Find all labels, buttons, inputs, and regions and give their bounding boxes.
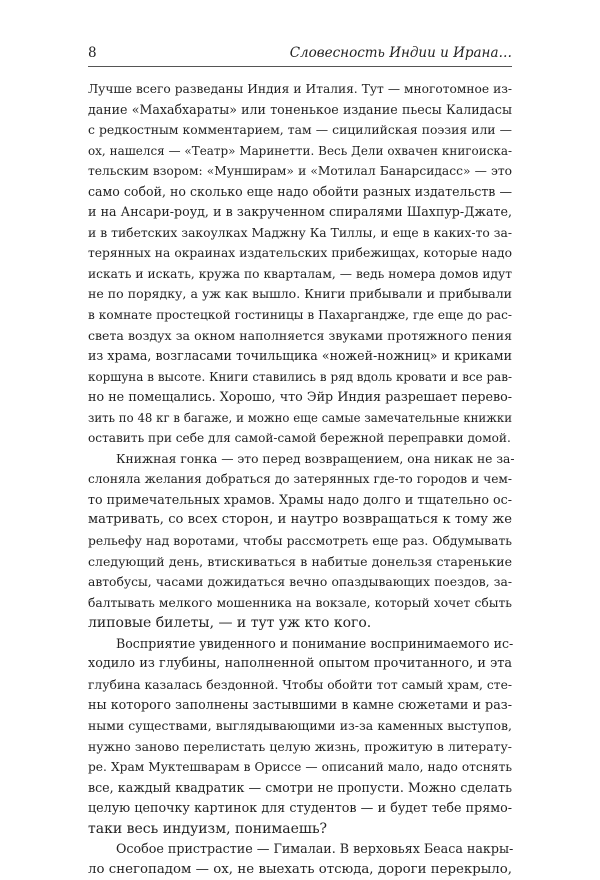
- text-line: ны которого заполнены застывшими в камне сюжетами и раз-: [88, 697, 512, 713]
- text-line: следующий день, втискиваться в набитые донельзя старенькие: [88, 553, 512, 569]
- text-line: искать и искать, кружа по кварталам, — ведь номера домов идут: [88, 266, 512, 281]
- text-line: Особое пристрастие — Гималаи. В верховьях Беаса накры-: [116, 841, 514, 857]
- text-line: тельским взором: «Мунширам» и «Мотилал Банарсидасс» — это: [88, 164, 512, 179]
- text-line: дание «Махабхараты» или тоненькое издание пьесы Калидасы: [88, 101, 512, 117]
- text-line: и на Ансари-роуд, и в закрученном спиралями Шахпур-Джате,: [88, 204, 512, 220]
- text-line: Восприятие увиденного и понимание воспринимаемого ис-: [116, 635, 514, 651]
- text-line: с редкостным комментарием, там — сицилийская поэзия или —: [88, 123, 512, 138]
- text-line: целую цепочку картинок для студентов — и будет тебе прямо-: [88, 800, 512, 816]
- text-line: ох, нашелся — «Театр» Маринетти. Весь Дели охвачен книгоиска-: [88, 143, 512, 158]
- text-line: матривать, со всех сторон, и наутро возвращаться к тому же: [88, 512, 512, 528]
- text-line: само собой, но сколько еще надо обойти разных издательств —: [88, 183, 512, 199]
- running-title: Словесность Индии и Ирана…: [289, 45, 512, 61]
- text-line: автобусы, часами дожидаться вечно опаздывающих поездов, за-: [88, 575, 512, 590]
- text-line: не по порядку, а уж как вышло. Книги прибывали и прибывали: [88, 286, 512, 302]
- text-line: слоняла желания добраться до затерянных где-то городов и чем-: [88, 472, 512, 487]
- text-line: то примечательных храмов. Храмы надо долго и тщательно ос-: [88, 491, 512, 507]
- text-line: коршуна в высоте. Книги ставились в ряд вдоль кровати и все рав-: [88, 369, 512, 384]
- paragraph: [88, 79, 512, 449]
- text-line: рельефу над воротами, чтобы рассмотреть еще раз. Обдумывать: [88, 534, 512, 549]
- page-number: 8: [88, 45, 97, 61]
- text-line: и в тибетских закоулках Маджну Ка Тиллы, и еще в каких-то за-: [88, 225, 512, 240]
- text-line: из храма, возгласами точильщика «ножей-ножниц» и криками: [88, 348, 512, 364]
- text-line: оставить при себе для самой-самой бережной переправки домой.: [88, 431, 511, 446]
- text-line: нужно заново перелистать целую жизнь, прожитую в литерату-: [88, 738, 512, 754]
- body-text: [88, 79, 515, 880]
- paragraph: [88, 449, 515, 634]
- paragraph: [88, 634, 512, 839]
- text-line: в комнате простецкой гостиницы в Пахаргандже, где еще до рас-: [88, 308, 512, 323]
- text-line: балтывать мелкого мошенника на вокзале, который хочет сбыть: [88, 595, 512, 610]
- text-line: Лучше всего разведаны Индия и Италия. Тут — многотомное из-: [88, 82, 512, 96]
- text-line: ло снегопадом — ох, не выехать отсюда, дороги перекрыло,: [88, 861, 512, 877]
- running-head: [88, 43, 512, 63]
- text-line: ходило из глубины, наполненной опытом прочитанного, и эта: [88, 656, 512, 672]
- text-line: липовые билеты, — и тут уж кто кого.: [88, 615, 372, 632]
- text-line: ными существами, выглядывающими из-за каменных выступов,: [88, 717, 512, 733]
- paragraph: [88, 839, 512, 880]
- text-line: таки весь индуизм, понимаешь?: [88, 820, 328, 837]
- header-rule: [88, 66, 512, 67]
- text-line: света воздух за окном наполняется звуками протяжного пения: [88, 327, 512, 343]
- text-line: терянных на окраинах издательских прибежищах, которые надо: [88, 246, 512, 261]
- text-line: Книжная гонка — это перед возвращением, она никак не за-: [116, 451, 515, 466]
- text-line: ре. Храм Муктешварам в Ориссе — описаний мало, надо отснять: [88, 760, 512, 775]
- text-line: все, каждый квадратик — смотри не пропусти. Можно сделать: [88, 779, 512, 795]
- text-line: зить по 48 кг в багаже, и можно еще самые замечательные книжки: [88, 410, 512, 425]
- text-line: глубина казалась бездонной. Чтобы обойти тот самый храм, сте-: [88, 677, 512, 692]
- text-line: но не помещались. Хорошо, что Эйр Индия разрешает перево-: [88, 389, 512, 405]
